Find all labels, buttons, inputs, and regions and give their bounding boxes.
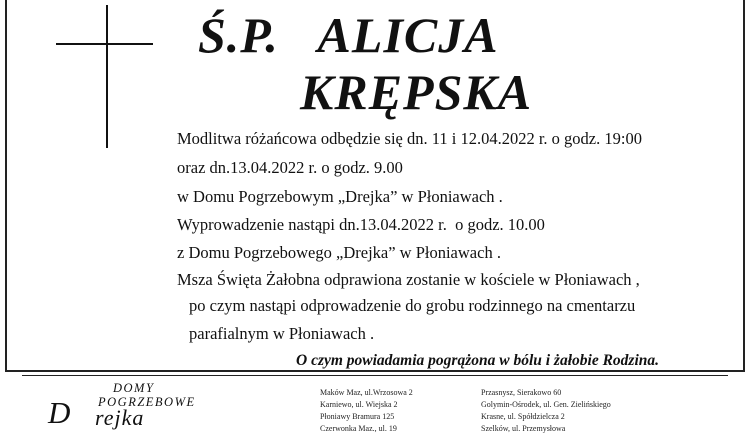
address-line: Maków Maz, ul.Wrzosowa 2 (320, 388, 413, 397)
body-line: po czym nastąpi odprowadzenie do grobu rodzinnego na cmentarzu (189, 296, 636, 315)
address-line: Szelków, ul. Przemysłowa (481, 424, 566, 433)
cross-horizontal-bar (56, 43, 153, 45)
body-line: z Domu Pogrzebowego „Drejka” w Płoniawach . (177, 243, 501, 262)
footer-divider (22, 375, 728, 376)
address-line: Czerwonka Maz., ul. 19 (320, 424, 397, 433)
address-line: Przasnysz, Sierakowo 60 (481, 388, 562, 397)
body-line: w Domu Pogrzebowym „Drejka” w Płoniawach . (177, 187, 503, 206)
address-line: Karniewo, ul. Wiejska 2 (320, 400, 398, 409)
logo-brand-name: rejka (95, 405, 145, 430)
body-line: Msza Święta Żałobna odprawiona zostanie w kościele w Płoniawach , (177, 270, 640, 289)
logo-text-domy: DOMY (113, 381, 155, 395)
body-line: oraz dn.13.04.2022 r. o godz. 9.00 (177, 158, 403, 177)
cross-vertical-bar (106, 5, 108, 148)
body-line: Wyprowadzenie nastąpi dn.13.04.2022 r. o godz. 10.00 (177, 215, 545, 234)
logo-text-pogrzebowe: POGRZEBOWE (98, 395, 196, 409)
address-line: Golymin-Ośrodek, ul. Gen. Zielińskiego (481, 400, 611, 409)
address-line: Krasne, ul. Spółdzielcza 2 (481, 412, 565, 421)
deceased-name-line-2: KRĘPSKA (300, 64, 533, 120)
drejka-logo (40, 380, 210, 430)
deceased-name-line-1: Ś.P. ALICJA (198, 7, 499, 63)
address-line: Płoniawy Bramura 125 (320, 412, 395, 421)
body-line: parafialnym w Płoniawach . (189, 324, 375, 343)
family-closing-line: O czym powiadamia pogrążona w bólu i żałobie Rodzina. (296, 352, 660, 369)
body-line: Modlitwa różańcowa odbędzie się dn. 11 i 12.04.2022 r. o godz. 19:00 (177, 129, 642, 148)
logo-initial: D (48, 395, 71, 430)
